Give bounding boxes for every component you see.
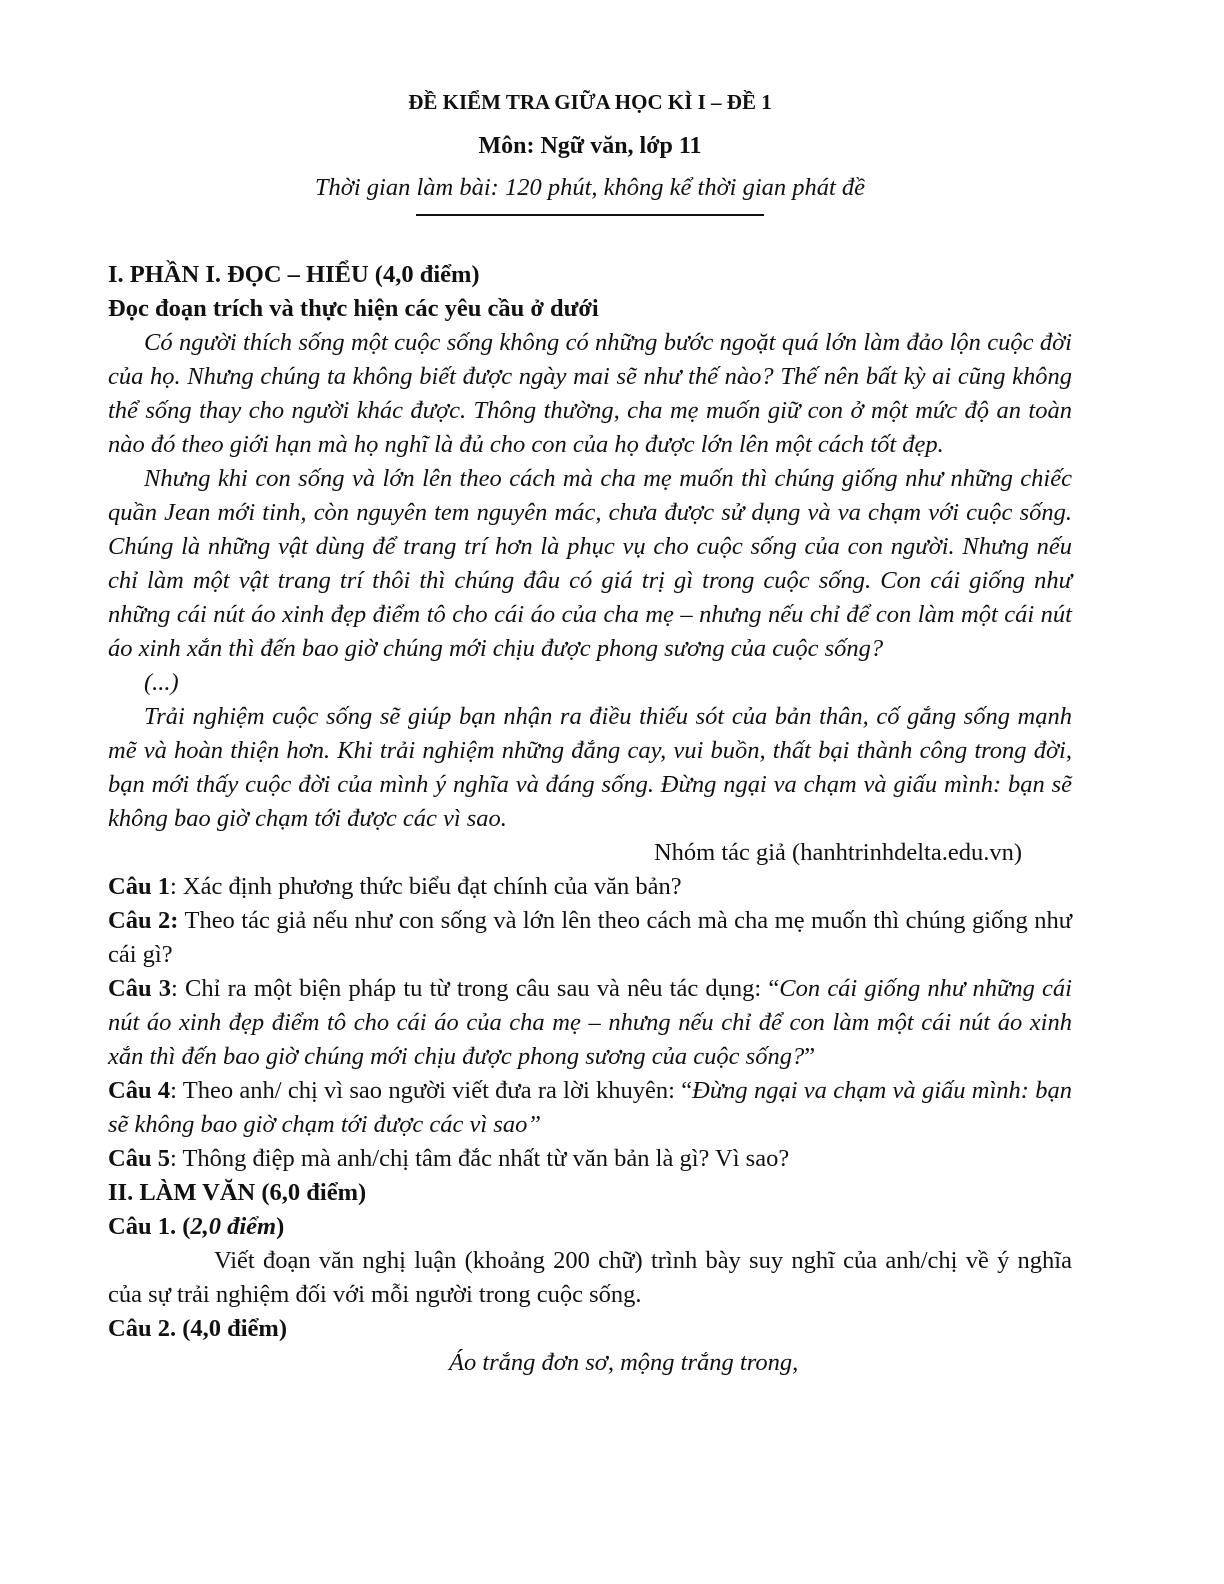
passage-paragraph-3: Trải nghiệm cuộc sống sẽ giúp bạn nhận ra điều thiếu sót của bản thân, cố gắng sống mạnh mẽ và hoàn thiện hơn. Khi trải nghiệm những đắng cay, vui buồn, thất bại thành công trong đời, bạn mới thấy cuộc đời của mình ý nghĩa và đáng sống. Đừng ngại va chạm và giấu mình: bạn sẽ không bao giờ chạm tới được các vì sao. [108,703,1072,832]
question-4-quote: Đừng ngại va chạm và giấu mình: bạn sẽ không bao giờ chạm tới được các vì sao” [108,1077,1072,1138]
passage-ellipsis: (...) [144,669,179,696]
essay-question-1-label [108,1210,1072,1244]
part2-heading: II. LÀM VĂN (6,0 điểm) [108,1179,367,1206]
passage-paragraph-1: Có người thích sống một cuộc sống không có những bước ngoặt quá lớn làm đảo lộn cuộc đời của họ. Nhưng chúng ta không biết được ngày mai sẽ như thế nào? Thế nên bất kỳ ai cũng không thể sống thay cho người khác được. Thông thường, cha mẹ muốn giữ con ở một mức độ an toàn nào đó theo giới hạn mà họ nghĩ là đủ cho con của họ được lớn lên một cách tốt đẹp. [108,329,1072,458]
question-1-text: : Xác định phương thức biểu đạt chính của văn bản? [169,873,682,900]
exam-subject: Môn: Ngữ văn, lớp 11 [478,133,702,159]
question-2-label: Câu 2: [108,907,179,934]
poem-line: Áo trắng đơn sơ, mộng trắng trong, [449,1349,799,1376]
question-1-label: Câu 1 [108,873,170,900]
document-page [108,86,1072,1380]
question-3-tail: ” [804,1043,816,1070]
passage-source: Nhóm tác giả (hanhtrinhdelta.edu.vn) [653,839,1022,866]
question-4-text: : Theo anh/ chị vì sao người viết đưa ra lời khuyên: “ [170,1077,693,1104]
question-4 [108,1074,1072,1142]
question-4-label: Câu 4 [108,1077,171,1104]
essay-q1-points: 2,0 điểm [190,1213,277,1240]
part1-heading: I. PHẦN I. ĐỌC – HIỂU (4,0 điểm) [108,261,480,288]
question-3-label: Câu 3 [108,975,172,1002]
exam-time: Thời gian làm bài: 120 phút, không kể thời gian phát đề [314,174,866,201]
question-5 [108,1142,1072,1176]
question-2 [108,904,1072,972]
passage-paragraph-2: Nhưng khi con sống và lớn lên theo cách mà cha mẹ muốn thì chúng giống như những chiếc quần Jean mới tinh, còn nguyên tem nguyên mác, chưa được sử dụng và va chạm với cuộc sống. Chúng là những vật dùng để trang trí hơn là phục vụ cho cuộc sống của con người. Nhưng nếu chỉ làm một vật trang trí thôi thì chúng đâu có giá trị gì trong cuộc sống. Con cái giống như những cái nút áo xinh đẹp điểm tô cho cái áo của cha mẹ – nhưng nếu chỉ để con làm một cái nút áo xinh xắn thì đến bao giờ chúng mới chịu được phong sương của cuộc sống? [108,465,1072,662]
question-5-text: : Thông điệp mà anh/chị tâm đắc nhất từ văn bản là gì? Vì sao? [169,1145,790,1172]
title-divider [416,214,764,216]
reading-passage [108,326,1072,836]
essay-q1-close: ) [276,1213,285,1240]
question-3-quote: Con cái giống như những cái nút áo xinh đẹp điểm tô cho cái áo của cha mẹ – nhưng nếu chỉ để con làm một cái nút áo xinh xắn thì đến bao giờ chúng mới chịu được phong sương của cuộc sống? [108,975,1072,1070]
question-3-text: : Chỉ ra một biện pháp tu từ trong câu sau và nêu tác dụng: “ [171,975,780,1002]
essay-question-1-text: Viết đoạn văn nghị luận (khoảng 200 chữ) trình bày suy nghĩ của anh/chị về ý nghĩa của sự trải nghiệm đối với mỗi người trong cuộc sống. [108,1247,1072,1308]
question-1 [108,870,1072,904]
question-5-label: Câu 5 [108,1145,170,1172]
part1-instruction: Đọc đoạn trích và thực hiện các yêu cầu ở dưới [108,295,599,322]
essay-question-2-label: Câu 2. (4,0 điểm) [108,1315,287,1342]
exam-title: ĐỀ KIỂM TRA GIỮA HỌC KÌ I – ĐỀ 1 [408,90,772,114]
essay-q1-open: Câu 1. ( [108,1213,191,1240]
question-3 [108,972,1072,1074]
question-2-text: Theo tác giả nếu như con sống và lớn lên theo cách mà cha mẹ muốn thì chúng giống như cái gì? [108,907,1073,968]
